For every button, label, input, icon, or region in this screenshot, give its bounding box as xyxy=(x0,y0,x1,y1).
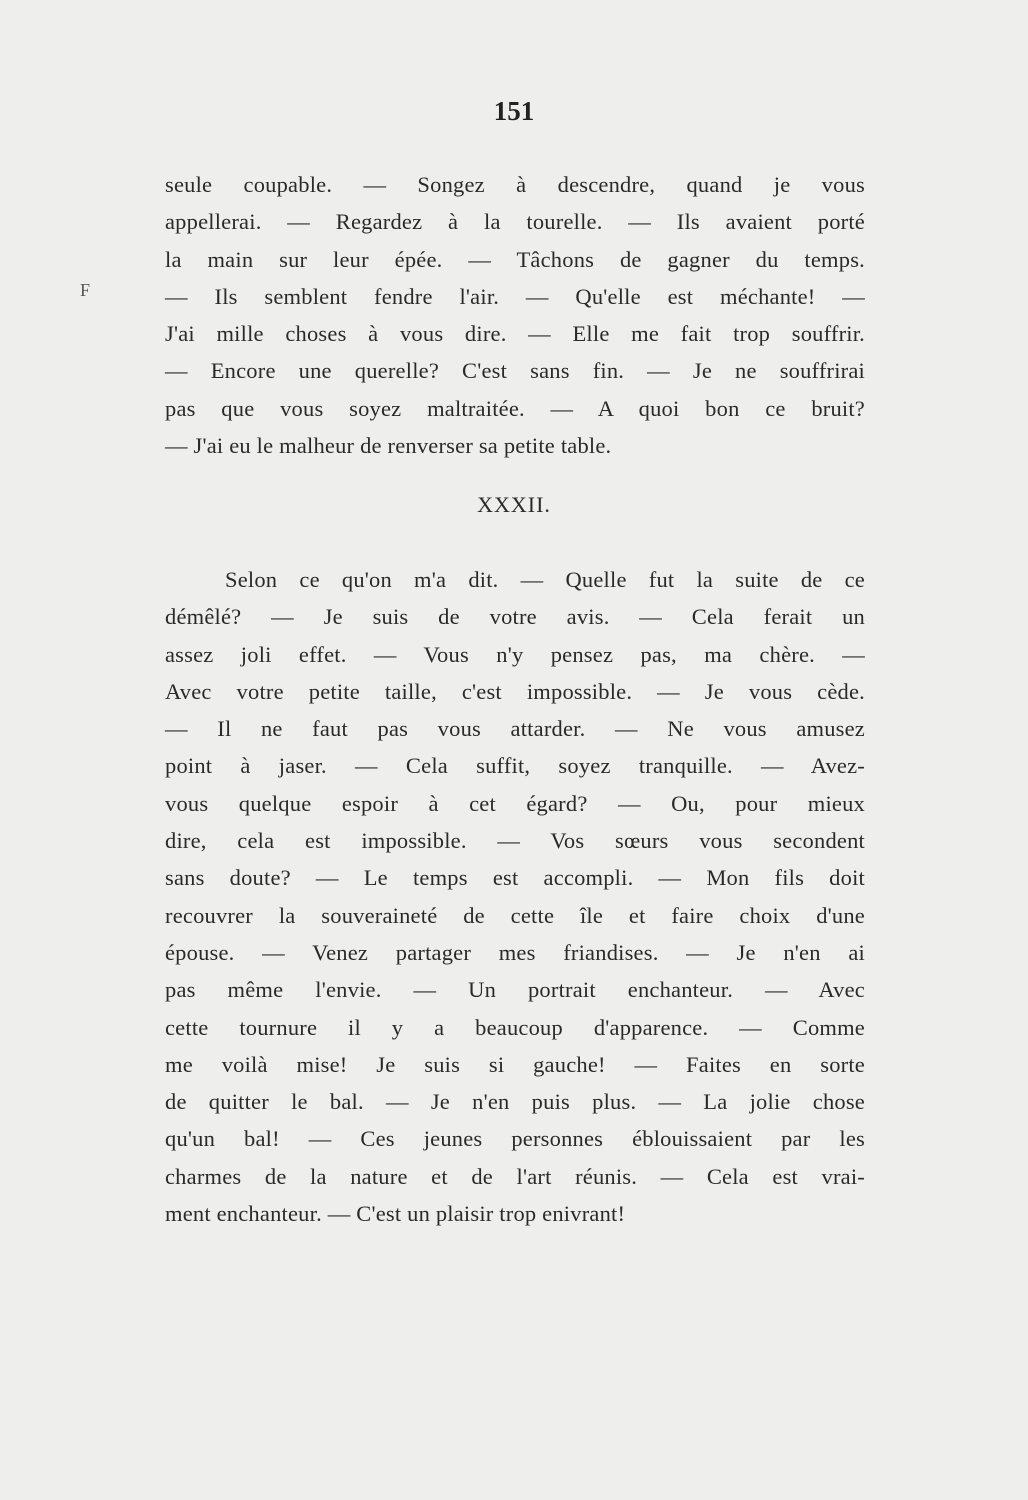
margin-mark: F xyxy=(80,280,91,300)
text-line: assez joli effet. — Vous n'y pensez pas, ma chère. — xyxy=(165,641,865,667)
text-line: Selon ce qu'on m'a dit. — Quelle fut la suite de ce xyxy=(225,567,865,592)
text-line: appellerai. — Regardez à la tourelle. — Ils avaient porté xyxy=(165,209,865,235)
text-line: — Encore une querelle? C'est sans fin. — Je ne souffrirai xyxy=(165,358,865,384)
text-line: de quitter le bal. — Je n'en puis plus. — La jolie chose xyxy=(165,1089,865,1115)
text-line: qu'un bal! — Ces jeunes personnes éblouissaient par les xyxy=(165,1126,865,1152)
text-line: Avec votre petite taille, c'est impossible. — Je vous cède. xyxy=(165,678,865,704)
paragraph-1 xyxy=(165,166,865,464)
text-line: épouse. — Venez partager mes friandises. — Je n'en ai xyxy=(165,939,865,965)
page-number: 151 xyxy=(493,96,535,126)
text-line: ment enchanteur. — C'est un plaisir trop enivrant! xyxy=(165,1201,626,1227)
text-line: vous quelque espoir à cet égard? — Ou, pour mieux xyxy=(165,790,865,816)
text-line: dire, cela est impossible. — Vos sœurs vous secondent xyxy=(165,828,865,854)
text-line: pas que vous soyez maltraitée. — A quoi bon ce bruit? xyxy=(165,395,865,421)
text-line: point à jaser. — Cela suffit, soyez tranquille. — Avez- xyxy=(165,753,865,779)
text-line: J'ai mille choses à vous dire. — Elle me fait trop souffrir. xyxy=(165,321,865,347)
text-line: la main sur leur épée. — Tâchons de gagner du temps. xyxy=(165,246,865,272)
text-line: démêlé? — Je suis de votre avis. — Cela ferait un xyxy=(165,604,865,630)
text-line: me voilà mise! Je suis si gauche! — Faites en sorte xyxy=(165,1051,865,1077)
paragraph-2 xyxy=(165,561,865,1232)
text-line: recouvrer la souveraineté de cette île et faire choix d'une xyxy=(165,902,865,928)
text-line: — Ils semblent fendre l'air. — Qu'elle est méchante! — xyxy=(165,283,865,309)
text-line: — Il ne faut pas vous attarder. — Ne vous amusez xyxy=(165,716,865,742)
text-line: seule coupable. — Songez à descendre, quand je vous xyxy=(165,172,865,197)
section-heading: XXXII. xyxy=(477,492,551,517)
text-line: sans doute? — Le temps est accompli. — Mon fils doit xyxy=(165,865,865,891)
text-line: — J'ai eu le malheur de renverser sa petite table. xyxy=(165,433,612,459)
text-line: charmes de la nature et de l'art réunis. — Cela est vrai- xyxy=(165,1163,865,1189)
text-line: cette tournure il y a beaucoup d'apparence. — Comme xyxy=(165,1014,865,1040)
text-line: pas même l'envie. — Un portrait enchanteur. — Avec xyxy=(165,977,865,1003)
